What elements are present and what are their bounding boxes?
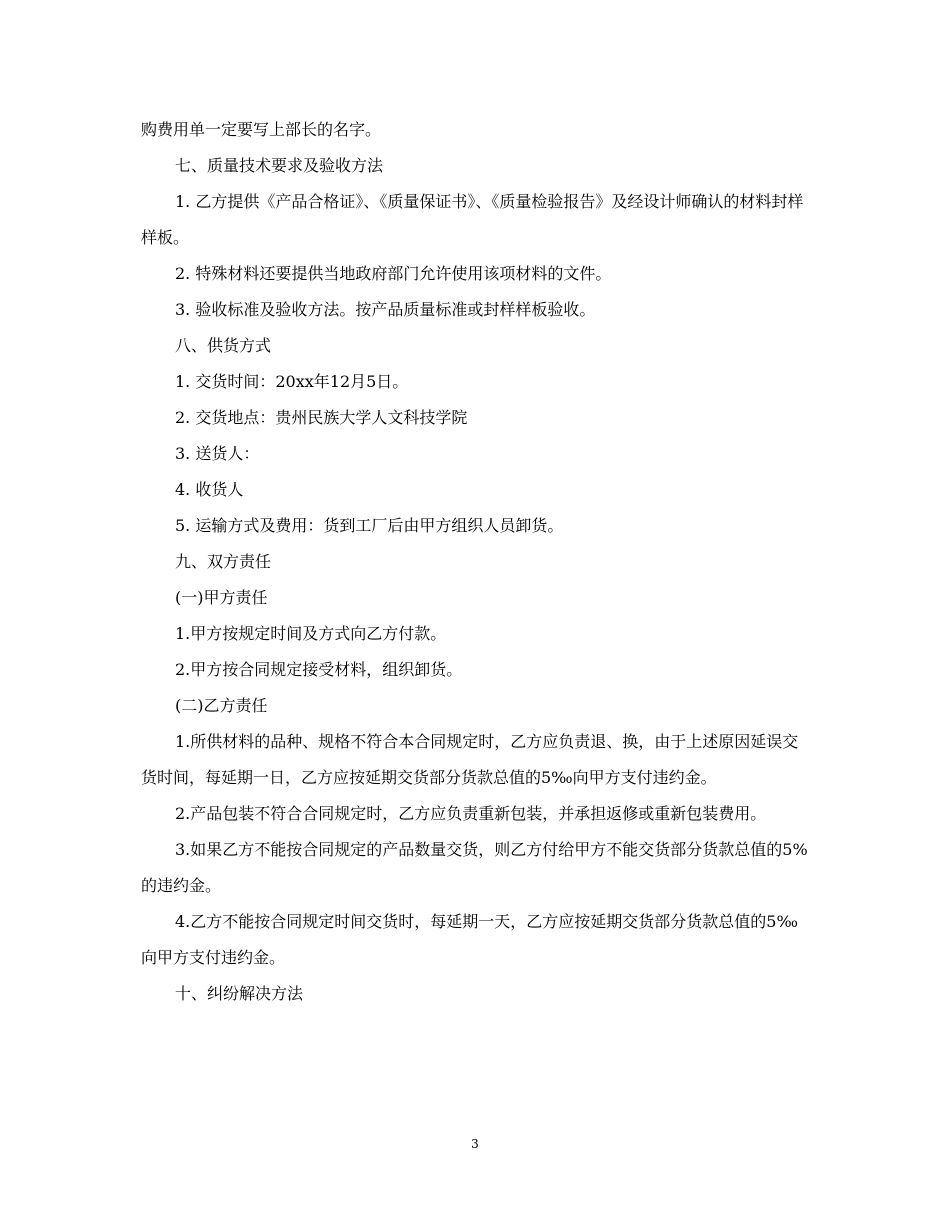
section-heading-9: 九、双方责任 [175,552,272,571]
paragraph-party-b-1: 1.所供材料的品种、规格不符合本合同规定时，乙方应负责退、换，由于上述原因延误交货时间，每延期一日，乙方应按延期交货部分货款总值的5‰向甲方支付违约金。 [141,732,799,787]
paragraph-7-3: 3. 验收标准及验收方法。按产品质量标准或封样样板验收。 [175,300,596,319]
paragraph-party-b-4: 4.乙方不能按合同规定时间交货时，每延期一天，乙方应按延期交货部分货款总值的5‰向甲方支付违约金。 [141,912,798,967]
paragraph-7-2: 2. 特殊材料还要提供当地政府部门允许使用该项材料的文件。 [175,264,612,283]
paragraph-8-1: 1. 交货时间：20xx年12月5日。 [175,372,409,391]
section-heading-8: 八、供货方式 [175,336,272,355]
paragraph-party-a-1: 1.甲方按规定时间及方式向乙方付款。 [175,624,447,643]
paragraph-party-a-2: 2.甲方按合同规定接受材料，组织卸货。 [175,660,463,679]
paragraph-8-2: 2. 交货地点：贵州民族大学人文科技学院 [175,408,468,427]
paragraph-8-4: 4. 收货人 [175,480,244,499]
paragraph-party-b-3: 3.如果乙方不能按合同规定的产品数量交货，则乙方付给甲方不能交货部分货款总值的5%的违约金。 [141,840,808,895]
paragraph-8-3: 3. 送货人： [175,444,260,463]
subheading-party-a: (一)甲方责任 [175,588,268,607]
document-body [141,112,811,1012]
paragraph-8-5: 5. 运输方式及费用：货到工厂后由甲方组织人员卸货。 [175,516,564,535]
paragraph-7-1: 1. 乙方提供《产品合格证》、《质量保证书》、《质量检验报告》及经设计师确认的材料封样样板。 [141,192,804,247]
paragraph-continuation: 购费用单一定要写上部长的名字。 [141,120,382,139]
section-heading-7: 七、质量技术要求及验收方法 [175,156,384,175]
page-number: 3 [471,1137,479,1151]
subheading-party-b: (二)乙方责任 [175,696,268,715]
paragraph-party-b-2: 2.产品包装不符合合同规定时，乙方应负责重新包装，并承担返修或重新包装费用。 [175,804,767,823]
section-heading-10: 十、纠纷解决方法 [175,984,304,1003]
